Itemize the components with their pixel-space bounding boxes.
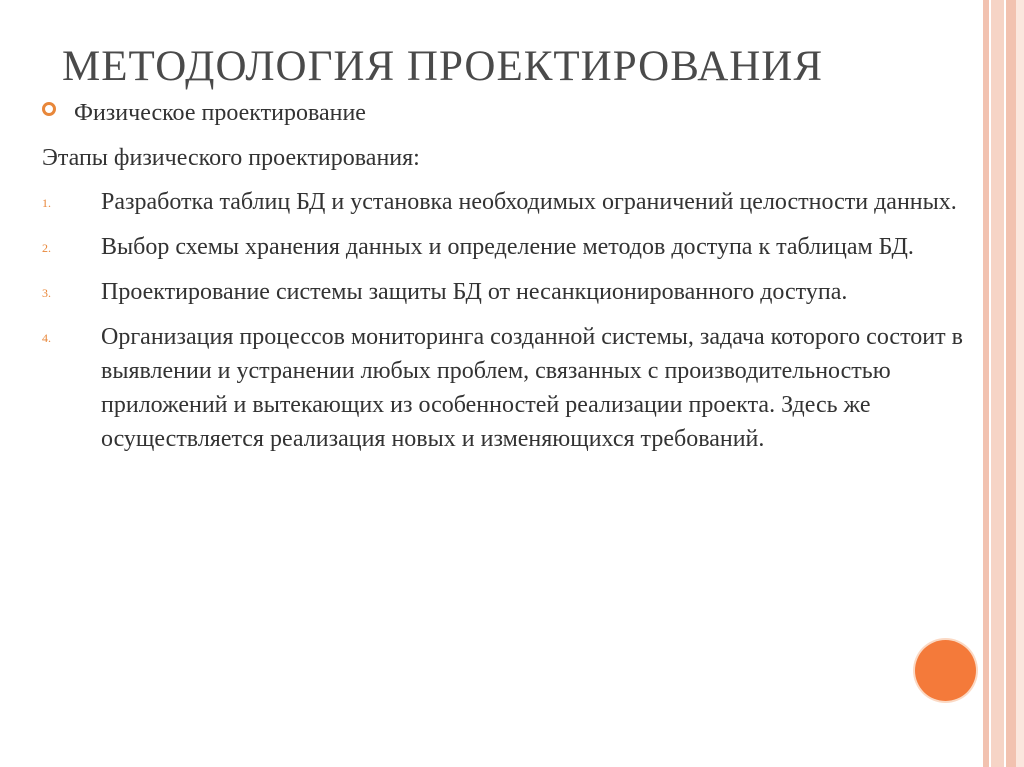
list-number: 1. <box>42 196 51 210</box>
list-item-text: Разработка таблиц БД и установка необходимых ограничений целостности данных. <box>101 189 957 215</box>
list-item-text: Организация процессов мониторинга созданной системы, задача которого состоит в выявлении и устранении любых проблем, связанных с производительностью приложений и вытекающих из особенностей реализации проекта. Здесь же осуществляется реализация новых и изменяющихся требований. <box>101 324 963 452</box>
list-item <box>42 185 982 219</box>
numbered-list <box>42 185 982 467</box>
bullet-item <box>42 100 366 127</box>
list-item <box>42 275 982 309</box>
bullet-text: Физическое проектирование <box>74 100 366 126</box>
list-item <box>42 320 982 456</box>
list-item-text: Проектирование системы защиты БД от несанкционированного доступа. <box>101 279 848 305</box>
list-number: 4. <box>42 331 51 345</box>
orange-circle-icon <box>915 640 976 701</box>
border-stripe <box>991 0 1004 767</box>
intro-text: Этапы физического проектирования: <box>42 145 420 171</box>
slide-title: МЕТОДОЛОГИЯ ПРОЕКТИРОВАНИЯ <box>62 43 824 90</box>
list-item <box>42 230 982 264</box>
list-number: 3. <box>42 286 51 300</box>
ring-bullet-icon <box>42 102 56 116</box>
border-stripe <box>1016 0 1024 767</box>
border-stripe <box>1006 0 1016 767</box>
list-number: 2. <box>42 241 51 255</box>
list-item-text: Выбор схемы хранения данных и определение методов доступа к таблицам БД. <box>101 234 914 260</box>
